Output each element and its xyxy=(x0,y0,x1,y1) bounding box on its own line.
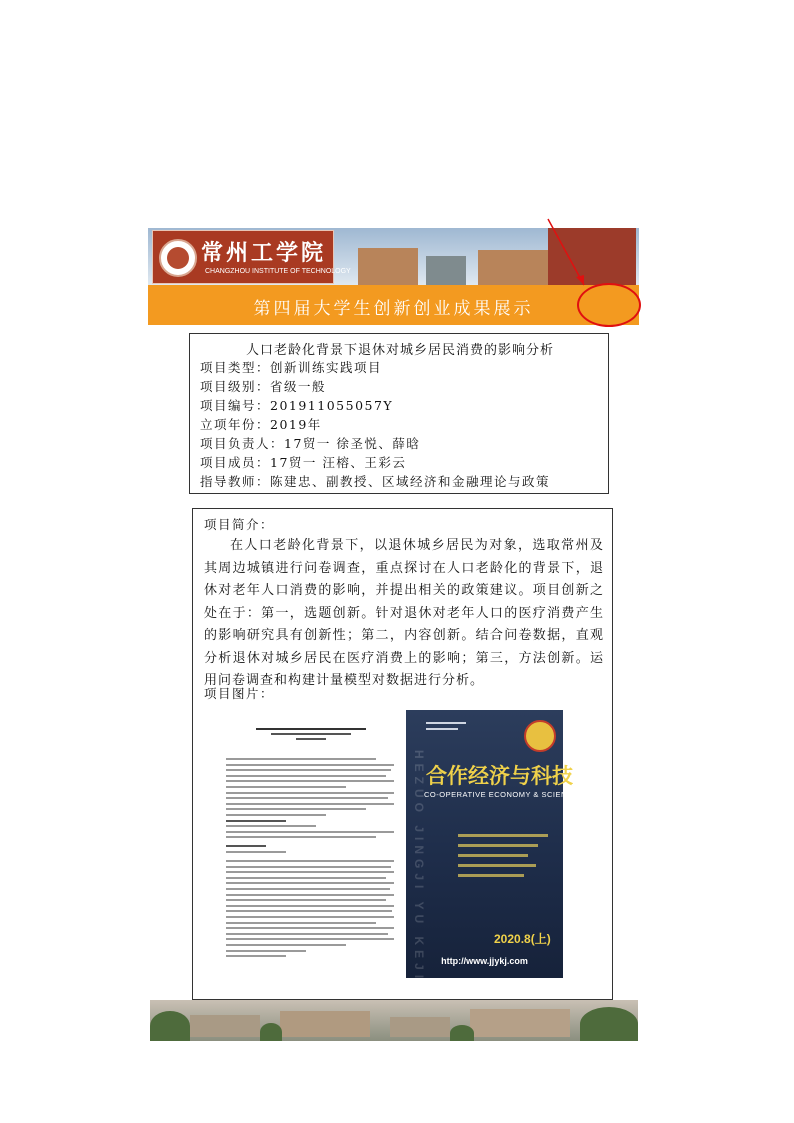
campus-footer-photo xyxy=(150,1000,638,1041)
event-title: 第四届大学生创新创业成果展示 xyxy=(253,299,534,319)
campus-building xyxy=(358,248,418,285)
school-emblem-icon xyxy=(159,239,197,277)
journal-title: 合作经济与科技 xyxy=(426,763,573,788)
school-name-en: CHANGZHOU INSTITUTE OF TECHNOLOGY xyxy=(205,268,351,275)
project-number: 项目编号：201911055057Y xyxy=(200,398,394,413)
intro-label: 项目简介： xyxy=(204,517,275,532)
annotation-arrow-icon xyxy=(540,215,600,295)
school-name: 常州工学院 xyxy=(201,240,327,266)
campus-building xyxy=(426,256,466,285)
journal-badge-icon xyxy=(524,720,556,752)
journal-cover-image xyxy=(406,710,579,984)
journal-title-en: CO-OPERATIVE ECONOMY & SCIENCE xyxy=(424,790,579,799)
project-type: 项目类型：创新训练实践项目 xyxy=(200,360,383,375)
project-members: 项目成员：17贸一 汪榕、王彩云 xyxy=(200,455,407,470)
images-label: 项目图片： xyxy=(204,686,275,701)
project-level: 项目级别：省级一般 xyxy=(200,379,327,394)
project-advisor: 指导教师：陈建忠、副教授、区域经济和金融理论与政策 xyxy=(200,474,551,489)
journal-issue: 2020.8(上) xyxy=(494,932,551,946)
paper-page-image xyxy=(222,722,400,958)
journal-url: http://www.jjykj.com xyxy=(441,956,528,966)
paper-heading xyxy=(232,728,390,740)
cover-side-text: HEZUO JINGJI YU KEJI xyxy=(412,750,426,984)
project-year: 立项年份：2019年 xyxy=(200,417,322,432)
project-title: 人口老龄化背景下退休对城乡居民消费的影响分析 xyxy=(245,343,554,358)
intro-paragraph: 在人口老龄化背景下，以退休城乡居民为对象，选取常州及其周边城镇进行问卷调查，重点探讨在人口老龄化的背景下，退休对老年人口消费的影响，并提出相关的政策建议。项目创新之处在于：第一，选题创新。针对退休对老年人口的医疗消费产生的影响研究具有创新性；第二，内容创新。结合问卷数据，直观分析退休对城乡居民在医疗消费上的影响；第三，方法创新。运用问卷调查和构建计量模型对数据进行分析。 xyxy=(204,538,604,688)
project-leader: 项目负责人：17贸一 徐圣悦、薛晗 xyxy=(200,436,421,451)
school-logo-panel xyxy=(152,230,351,284)
project-info-box xyxy=(189,333,609,494)
